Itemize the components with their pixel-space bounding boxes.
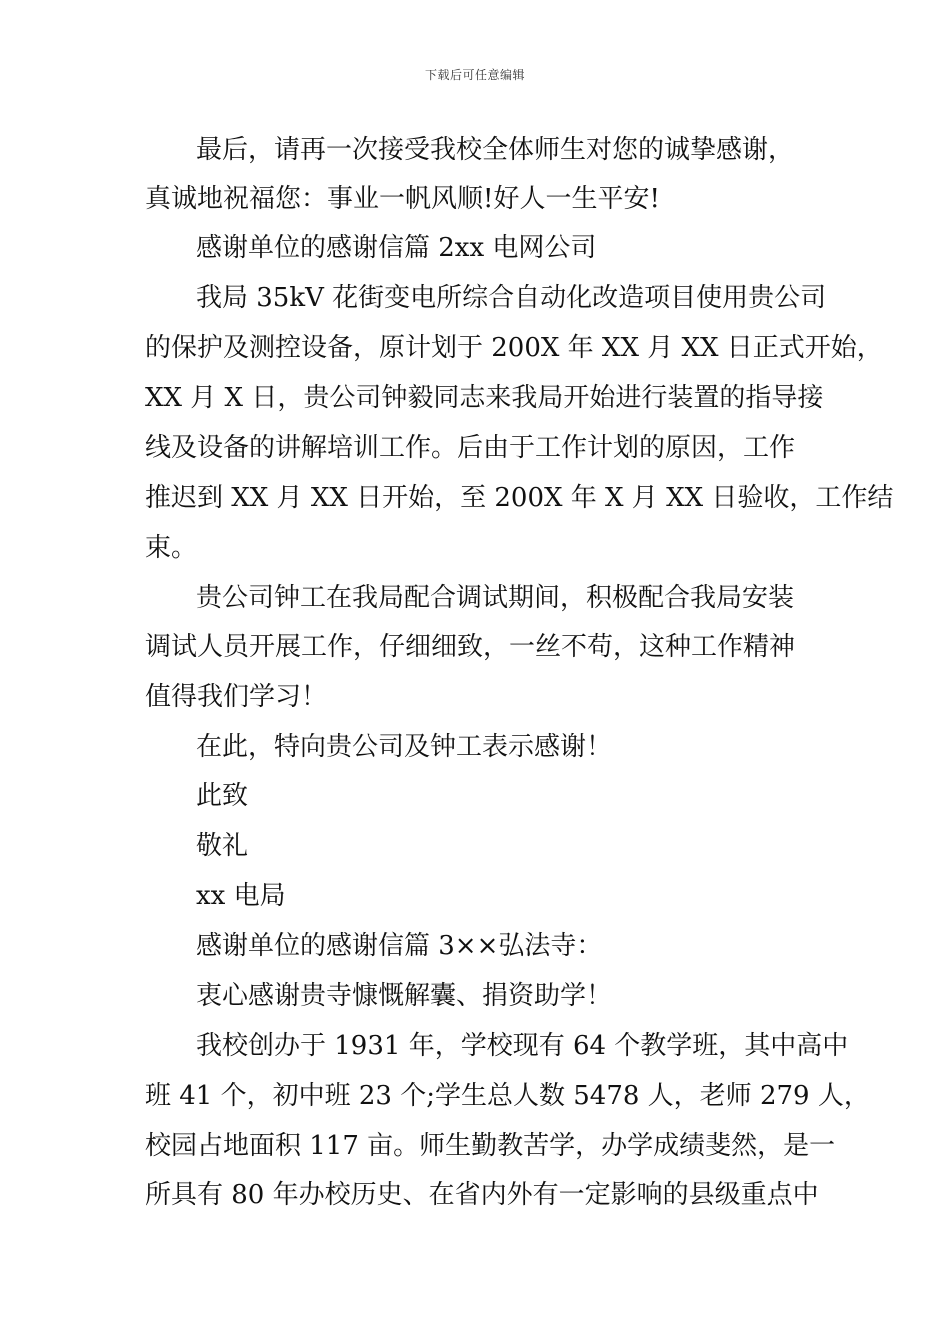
text-line: XX 月 X 日，贵公司钟毅同志来我局开始进行装置的指导接: [145, 383, 824, 413]
text-line: 我局 35kV 花街变电所综合自动化改造项目使用贵公司: [196, 283, 827, 313]
text-line: 真诚地祝福您：事业一帆风顺!好人一生平安!: [145, 184, 660, 214]
section-heading: 感谢单位的感谢信篇 2xx 电网公司: [196, 233, 597, 263]
text-line: 推迟到 XX 月 XX 日开始，至 200X 年 X 月 XX 日验收，工作结: [145, 483, 894, 513]
text-line: 在此，特向贵公司及钟工表示感谢！: [196, 732, 613, 762]
text-line: 最后，请再一次接受我校全体师生对您的诚挚感谢，: [196, 135, 795, 165]
closing-line: 此致: [196, 781, 249, 811]
text-line: 调试人员开展工作，仔细细致，一丝不苟，这种工作精神: [145, 632, 796, 662]
page-header: 下载后可任意编辑: [424, 68, 525, 82]
text-line: 班 41 个，初中班 23 个;学生总人数 5478 人，老师 279 人，: [145, 1081, 870, 1111]
closing-line: 敬礼: [196, 831, 249, 861]
text-line: 线及设备的讲解培训工作。后由于工作计划的原因，工作: [145, 433, 796, 463]
text-line: 衷心感谢贵寺慷慨解囊、捐资助学！: [196, 981, 613, 1011]
signature-line: xx 电局: [196, 881, 286, 911]
text-line: 贵公司钟工在我局配合调试期间，积极配合我局安装: [196, 583, 795, 613]
text-line: 的保护及测控设备，原计划于 200X 年 XX 月 XX 日正式开始，: [145, 333, 883, 363]
text-line: 所具有 80 年办校历史、在省内外有一定影响的县级重点中: [145, 1180, 819, 1210]
text-line: 值得我们学习！: [145, 682, 328, 712]
text-line: 我校创办于 1931 年，学校现有 64 个教学班，其中高中: [196, 1031, 849, 1061]
text-line: 校园占地面积 117 亩。师生勤教苦学，办学成绩斐然，是一: [145, 1131, 836, 1161]
section-heading: 感谢单位的感谢信篇 3××弘法寺：: [196, 931, 603, 961]
text-line: 束。: [145, 533, 198, 563]
